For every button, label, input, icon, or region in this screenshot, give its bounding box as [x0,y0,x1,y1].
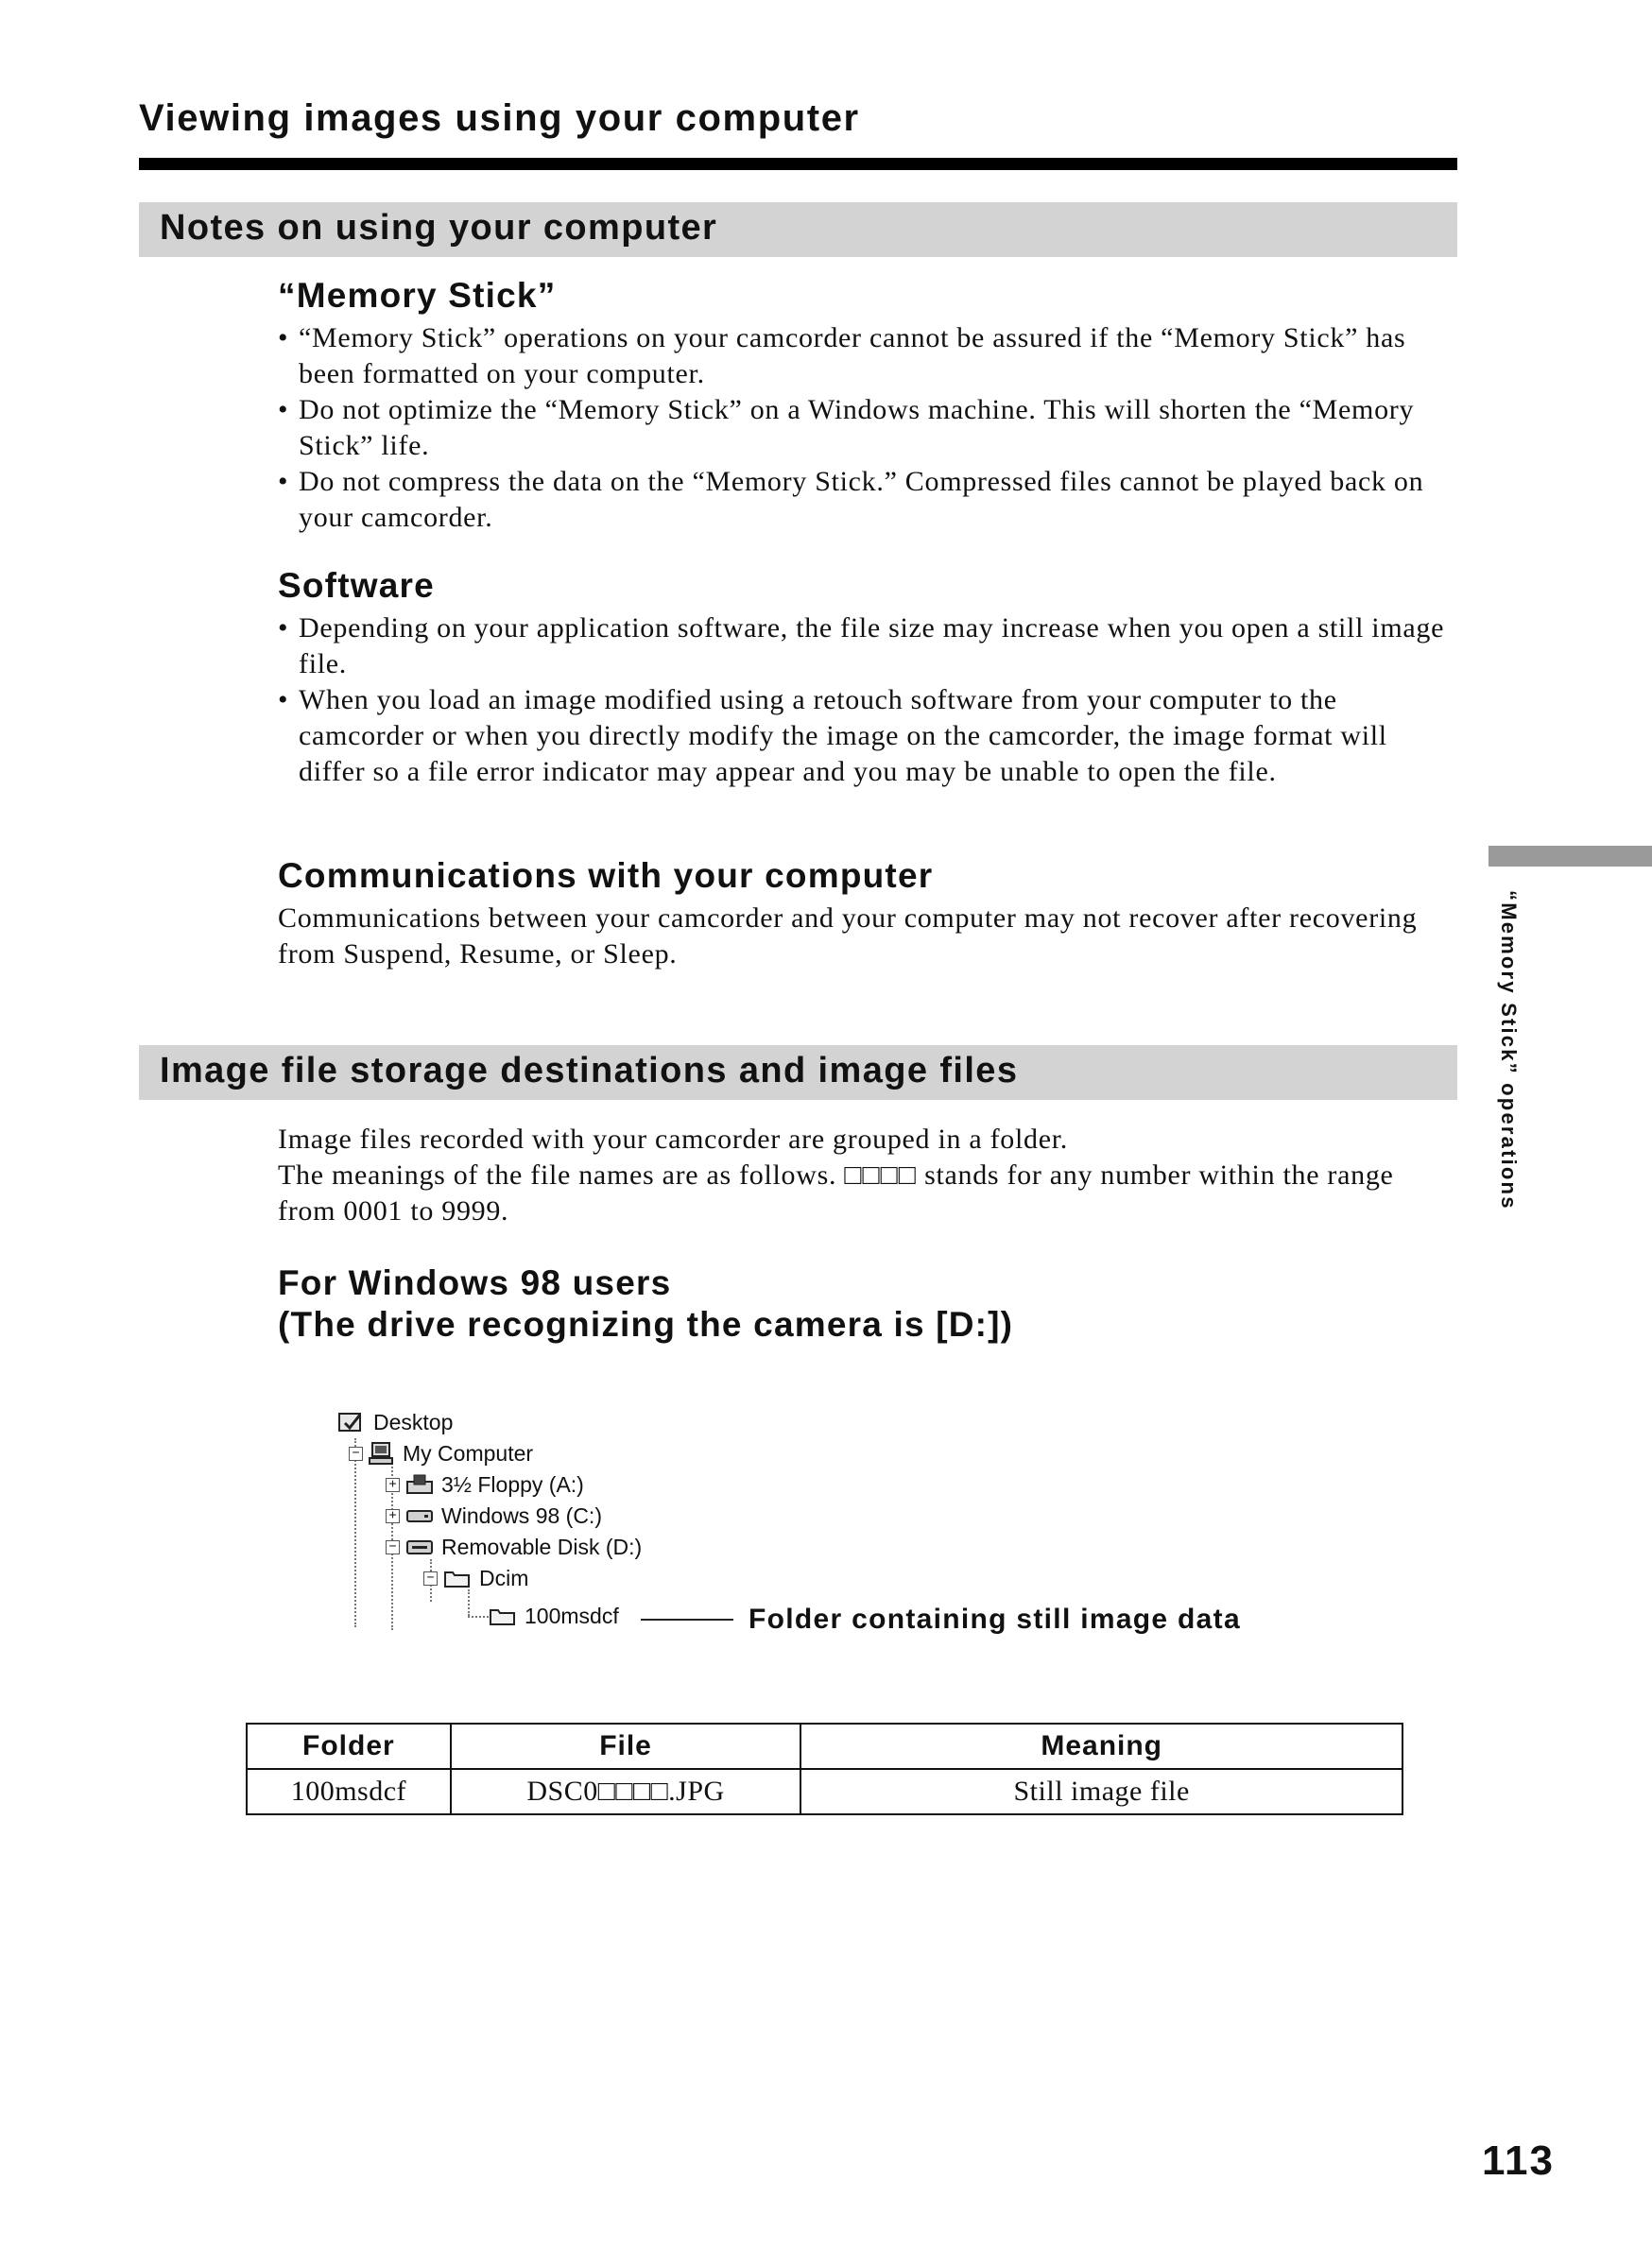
folder-icon [489,1605,517,1627]
folder-open-icon [443,1567,472,1589]
collapse-icon[interactable]: − [386,1540,400,1554]
table-cell: 100msdcf [247,1769,451,1814]
expand-icon[interactable]: + [386,1509,400,1523]
windows-heading-line2: (The drive recognizing the camera is [D:]) [278,1305,1014,1344]
software-heading: Software [278,566,435,605]
table-row [247,1769,1402,1814]
side-tab-bar [1489,846,1652,867]
expand-icon[interactable]: + [386,1478,400,1492]
tree-item-my-computer[interactable] [349,1439,533,1468]
column-header: Folder [247,1724,451,1769]
collapse-icon[interactable]: − [349,1447,363,1461]
section-band-notes [139,202,1457,257]
page-number: 113 [1482,2137,1555,2184]
storage-intro [278,1122,1450,1229]
software-bullets [278,610,1450,790]
tree-label: Desktop [373,1409,454,1434]
column-header: File [451,1724,801,1769]
desktop-icon [337,1410,366,1434]
list-item: • “Memory Stick” operations on your camcorder cannot be assured if the “Memory Stick” has been formatted on your computer. [278,322,1406,389]
tree-connector [468,1589,470,1616]
collapse-icon[interactable]: − [423,1571,438,1586]
computer-icon [369,1441,395,1466]
callout-line [641,1619,733,1621]
file-table [246,1723,1403,1815]
software-notes [278,565,1450,790]
table-cell: Still image file [800,1769,1402,1814]
callout-label: Folder containing still image data [749,1604,1241,1635]
column-header: Meaning [800,1724,1402,1769]
tree-label: Windows 98 (C:) [441,1502,602,1528]
communications-heading: Communications with your computer [278,856,934,895]
tree-connector [468,1616,489,1618]
header-rule [139,158,1457,170]
tree-label: Dcim [479,1565,529,1590]
list-item: • Do not optimize the “Memory Stick” on a Windows machine. This will shorten the “Memory Stick” life. [278,394,1415,461]
tree-label: Removable Disk (D:) [441,1534,643,1559]
tree-item-windows98[interactable] [386,1502,602,1530]
list-item: • Do not compress the data on the “Memory Stick.” Compressed files cannot be played back on your camcorder. [278,466,1424,533]
storage-intro-line1: Image files recorded with your camcorder are grouped in a folder. [278,1124,1068,1155]
communications-notes [278,855,1450,972]
tree-label: 100msdcf [525,1603,619,1628]
memory-stick-bullets [278,320,1450,536]
list-item: • When you load an image modified using a retouch software from your computer to the camcorder or when you directly modify the image on the camcorder, the image format will differ so a file error indicator may appear and you may be unable to open the file. [278,684,1387,787]
tree-item-100msdcf[interactable] [489,1602,619,1630]
floppy-drive-icon [405,1473,434,1496]
windows-heading-line1: For Windows 98 users [278,1263,672,1302]
list-item: • Depending on your application software, the file size may increase when you open a still image file. [278,612,1445,679]
section-title-storage: Image file storage destinations and image files [160,1051,1019,1090]
section-band-storage [139,1045,1457,1100]
removable-disk-icon [405,1537,434,1557]
storage-intro-line2: The meanings of the file names are as follows. □□□□ stands for any number within the range from 0001 to 9999. [278,1159,1394,1227]
communications-text: Communications between your camcorder and your computer may not recover after recovering from Suspend, Resume, or Sleep. [278,902,1418,970]
tree-label: 3½ Floppy (A:) [441,1471,584,1497]
memory-stick-heading: “Memory Stick” [278,276,557,315]
side-tab-label: “Memory Stick” operations [1497,890,1521,1210]
tree-item-dcim[interactable] [423,1564,528,1592]
hard-drive-icon [405,1505,434,1526]
number-placeholder: □□□□ [844,1159,917,1191]
tree-item-desktop[interactable] [337,1408,453,1436]
windows-heading [278,1262,1450,1346]
table-header-row [247,1724,1402,1769]
section-title-notes: Notes on using your computer [160,208,718,248]
tree-item-removable-disk[interactable] [386,1533,642,1561]
page-title: Viewing images using your computer [139,97,860,139]
tree-label: My Computer [403,1440,534,1466]
table-cell: DSC0□□□□.JPG [451,1769,801,1814]
tree-item-floppy[interactable] [386,1470,584,1499]
memory-stick-notes [278,275,1450,536]
